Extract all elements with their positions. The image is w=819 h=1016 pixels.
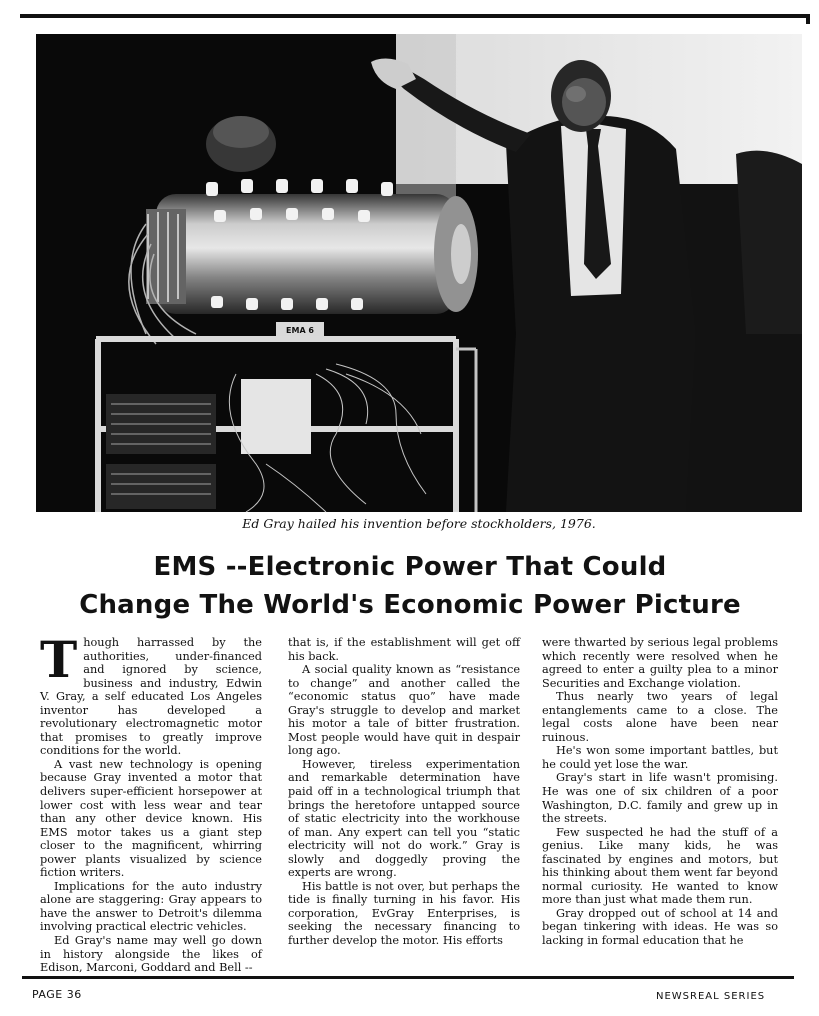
paragraph: Gray's start in life wasn't promising. He was one of six children of a poor Washington, D.C. family and grew up in the streets. — [542, 771, 778, 826]
paragraph: A social quality known as “resistance to change” and another called the “economic status quo” have made Gray's struggle to develop and market his motor a tale of bitter frustration. Most people would have quit in despair long ago. — [288, 663, 520, 758]
top-rule — [20, 14, 809, 18]
photo-caption: Ed Gray hailed his invention before stockholders, 1976. — [242, 516, 596, 531]
paragraph — [40, 630, 262, 758]
paragraph: However, tireless experimentation and remarkable determination have paid off in a technological triumph that brings the heretofore untapped source of static electricity into the workhouse of man. Any expert can tell you “static electricity will not do work.” Gray is slowly and doggedly proving the experts are wrong. — [288, 757, 520, 880]
paragraph: Few suspected he had the stuff of a genius. Like many kids, he was fascinated by engines and motors, but his thinking about them went far beyond normal curiosity. He wanted to know more than just what made them run. — [542, 825, 778, 907]
headline-line-1: EMS --Electronic Power That Could — [153, 552, 667, 582]
column-1 — [40, 630, 262, 975]
series-name: NEWSREAL SERIES — [656, 991, 766, 1002]
paragraph: He's won some important battles, but he could yet lose the war. — [542, 744, 778, 771]
column-3 — [542, 636, 778, 960]
motor-label: EMA 6 — [286, 326, 314, 335]
paragraph: Implications for the auto industry alone are staggering: Gray appears to have the answer to Detroit's dilemma involving practical electric vehicles. — [40, 879, 262, 934]
paragraph: were thwarted by serious legal problems which recently were resolved when he agreed to enter a guilty plea to a minor Securities and Exchange violation. — [542, 636, 778, 690]
page-number: PAGE 36 — [32, 988, 82, 1001]
paragraph: Gray dropped out of school at 14 and began tinkering with ideas. He was so lacking in formal education that he — [542, 906, 778, 948]
photo — [36, 34, 802, 512]
article-body — [40, 630, 780, 975]
paragraph: His battle is not over, but perhaps the tide is finally turning in his favor. His corporation, EvGray Enterprises, is seeking the necessary financing to further develop the motor. His efforts — [288, 879, 520, 948]
paragraph: Ed Gray's name may well go down in history alongside the likes of Edison, Marconi, Goddard and Bell -- — [40, 934, 262, 975]
paragraph: that is, if the establishment will get off his back. — [288, 636, 520, 663]
paragraph-text: hough harrassed by the authorities, under-financed and ignored by science, business and industry, Edwin V. Gray, a self educated Los Angeles inventor has developed a revolutionary electromagnetic motor that promises to greatly improve conditions for the world. — [40, 636, 262, 758]
paragraph: Thus nearly two years of legal entanglements came to a close. The legal costs alone have been near ruinous. — [542, 690, 778, 744]
photo-illustration — [36, 34, 802, 512]
bottom-rule — [22, 976, 794, 979]
headline-line-2: Change The World's Economic Power Picture — [79, 590, 741, 620]
paragraph: A vast new technology is opening because Gray invented a motor that delivers super-efficient horsepower at lower cost with less wear and tear than any other device known. His EMS motor takes us a giant step closer to the magnificent, whirring power plants visualized by science fiction writers. — [40, 757, 262, 880]
drop-cap: T — [40, 630, 78, 689]
top-rule-corner — [806, 14, 810, 24]
column-2 — [288, 636, 520, 960]
article-headline — [30, 548, 790, 624]
